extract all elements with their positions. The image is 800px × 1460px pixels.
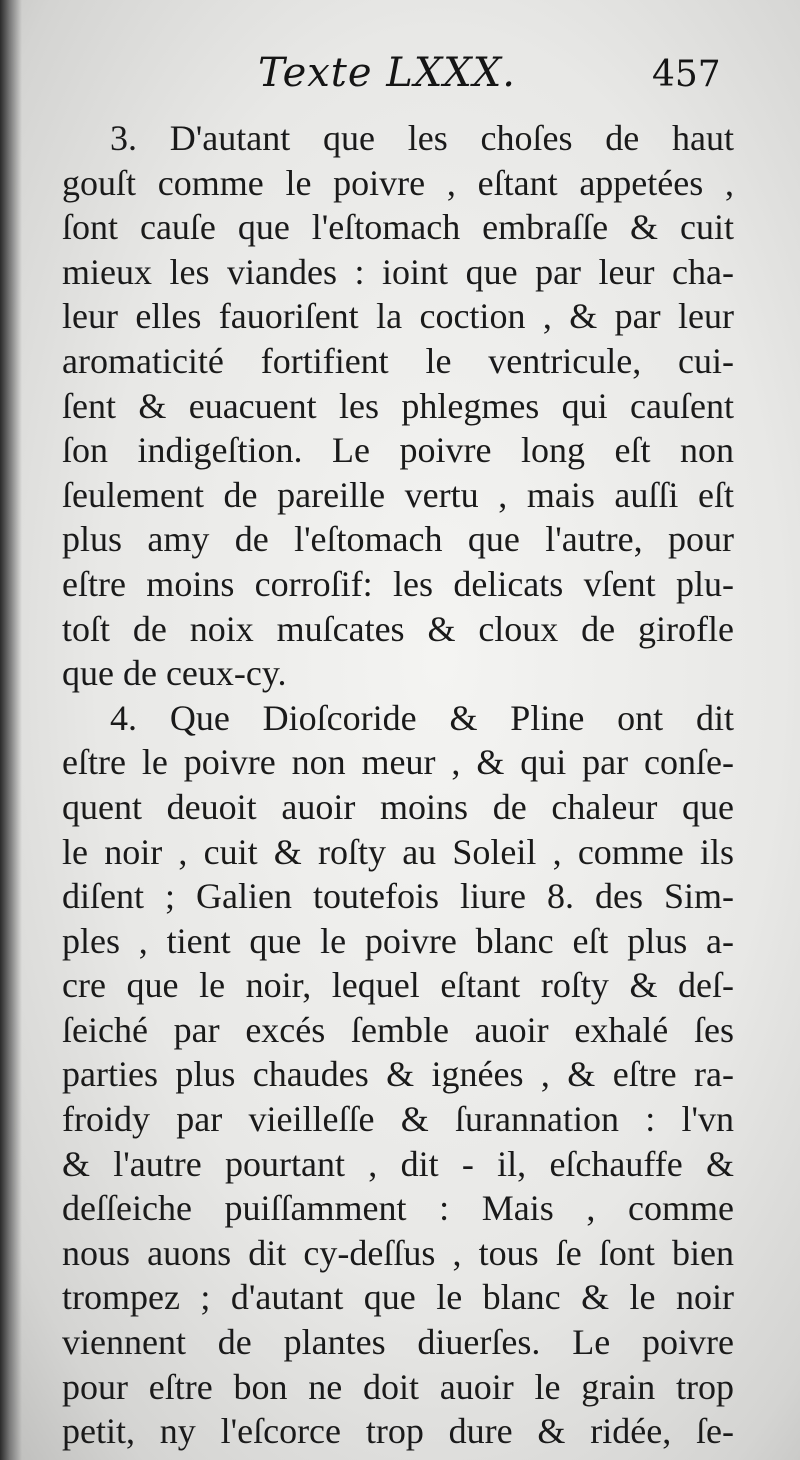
text-line: & l'autre pourtant , dit - il, eſchauffe & <box>62 1143 734 1184</box>
text-line: le noir , cuit & roſty au Soleil , comme ils <box>62 831 734 872</box>
text-line: 3. D'autant que les choſes de haut <box>110 118 734 158</box>
running-head <box>0 50 800 110</box>
text-line: 4. Que Dioſcoride & Pline ont dit <box>110 697 734 738</box>
text-line: ſeulement de pareille vertu , mais auſſi eſt <box>62 474 734 515</box>
text-line: plus amy de l'eſtomach que l'autre, pour <box>62 519 734 560</box>
text-line: eſtre le poivre non meur , & qui par conſe- <box>62 742 734 783</box>
text-line: viennent de plantes diuerſes. Le poivre <box>62 1322 734 1363</box>
text-line: gouſt comme le poivre , eſtant appetées , <box>62 162 734 203</box>
text-line: leur elles fauoriſent la coction , & par leur <box>62 296 734 337</box>
text-line: ſent & euacuent les phlegmes qui cauſent <box>62 385 734 426</box>
text-line: que de ceux-cy. <box>62 653 287 694</box>
running-title: Texte LXXX. <box>258 50 516 96</box>
text-line: ſont cauſe que l'eſtomach embraſſe & cuit <box>62 207 734 248</box>
text-line: diſent ; Galien toutefois liure 8. des Sim- <box>62 876 734 917</box>
text-line: trompez ; d'autant que le blanc & le noir <box>62 1277 734 1318</box>
text-line: mieux les viandes : ioint que par leur cha- <box>62 251 734 292</box>
text-line: toſt de noix muſcates & cloux de girofle <box>62 608 734 649</box>
page-number: 457 <box>652 54 721 95</box>
text-line: parties plus chaudes & ignées , & eſtre ra- <box>62 1054 734 1095</box>
text-line: deſſeiche puiſſamment : Mais , comme <box>62 1188 734 1229</box>
text-line: nous auons dit cy-deſſus , tous ſe ſont bien <box>62 1232 734 1273</box>
text-line: quent deuoit auoir moins de chaleur que <box>62 786 734 827</box>
text-line: cre que le noir, lequel eſtant roſty & deſ- <box>62 965 734 1006</box>
text-line: ſon indigeſtion. Le poivre long eſt non <box>62 430 734 471</box>
text-line: froidy par vieilleſſe & ſurannation : l'vn <box>62 1099 734 1140</box>
binding-gutter-shadow <box>0 0 22 1460</box>
text-line: pour eſtre bon ne doit auoir le grain trop <box>62 1366 734 1407</box>
text-line: ſeiché par excés ſemble auoir exhalé ſes <box>62 1009 734 1050</box>
text-line: petit, ny l'eſcorce trop dure & ridée, ſe- <box>62 1411 734 1452</box>
text-line: eſtre moins corroſif: les delicats vſent plu- <box>62 563 734 604</box>
text-line: aromaticité fortifient le ventricule, cui- <box>62 340 734 381</box>
text-block <box>62 116 734 1454</box>
text-line: ples , tient que le poivre blanc eſt plus a- <box>62 920 734 961</box>
